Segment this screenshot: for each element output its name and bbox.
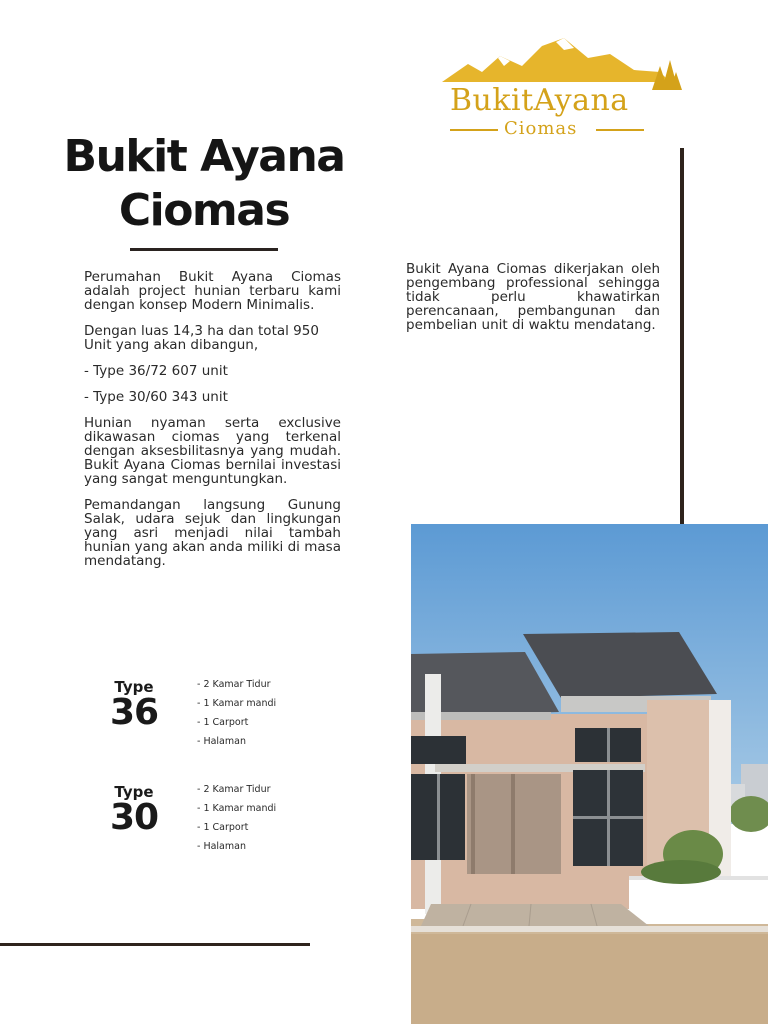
- area-paragraph: Dengan luas 14,3 ha dan total 950 Unit yang akan dibangun,: [84, 323, 319, 353]
- logo-divider-right: [596, 129, 644, 131]
- vertical-divider: [680, 148, 684, 526]
- feature-item: - 2 Kamar Tidur: [197, 679, 271, 690]
- page-title: [40, 130, 368, 238]
- logo-wordmark: BukitAyana: [450, 83, 629, 118]
- title-line-2: Ciomas: [118, 185, 290, 236]
- type-30-features: [197, 784, 327, 860]
- feature-item: - 1 Carport: [197, 717, 249, 728]
- type-36-features: [197, 679, 327, 755]
- title-underline: [130, 248, 278, 251]
- developer-paragraph: Bukit Ayana Ciomas dikerjakan oleh pengembang professional sehingga tidak perlu khawatirkan perencanaan, pembangunan dan pembelian unit di waktu mendatang.: [406, 261, 660, 333]
- brand-logo: [438, 36, 684, 144]
- left-column: [84, 270, 341, 580]
- feature-item: - Halaman: [197, 736, 246, 747]
- type-36-units: - Type 36/72 607 unit: [84, 363, 228, 379]
- house-photo: [411, 524, 768, 1024]
- logo-divider-left: [450, 129, 498, 131]
- feature-item: - 1 Kamar mandi: [197, 803, 277, 814]
- type-number: 36: [109, 692, 159, 733]
- feature-item: - 1 Kamar mandi: [197, 698, 277, 709]
- house-illustration: [411, 524, 768, 1024]
- comfort-paragraph: Hunian nyaman serta exclusive dikawasan ciomas yang terkenal dengan aksesbilitasnya yang mudah. Bukit Ayana Ciomas bernilai investasi yang sangat menguntungkan.: [84, 415, 341, 487]
- type-30-units: - Type 30/60 343 unit: [84, 389, 228, 405]
- title-line-1: Bukit Ayana: [63, 131, 345, 182]
- intro-paragraph: Perumahan Bukit Ayana Ciomas adalah project hunian terbaru kami dengan konsep Modern Minimalis.: [84, 269, 341, 313]
- bottom-divider: [0, 943, 310, 946]
- type-label: Type: [114, 783, 154, 801]
- type-number: 30: [109, 797, 159, 838]
- type-label: Type: [114, 678, 154, 696]
- feature-item: - Halaman: [197, 841, 246, 852]
- feature-item: - 2 Kamar Tidur: [197, 784, 271, 795]
- logo-subtitle: Ciomas: [504, 118, 578, 139]
- right-column: [406, 262, 660, 332]
- type-36-heading: [104, 679, 164, 731]
- view-paragraph: Pemandangan langsung Gunung Salak, udara sejuk dan lingkungan yang asri menjadi nilai tambah hunian yang akan anda miliki di masa mendatang.: [84, 497, 341, 569]
- feature-item: - 1 Carport: [197, 822, 249, 833]
- type-30-heading: [104, 784, 164, 836]
